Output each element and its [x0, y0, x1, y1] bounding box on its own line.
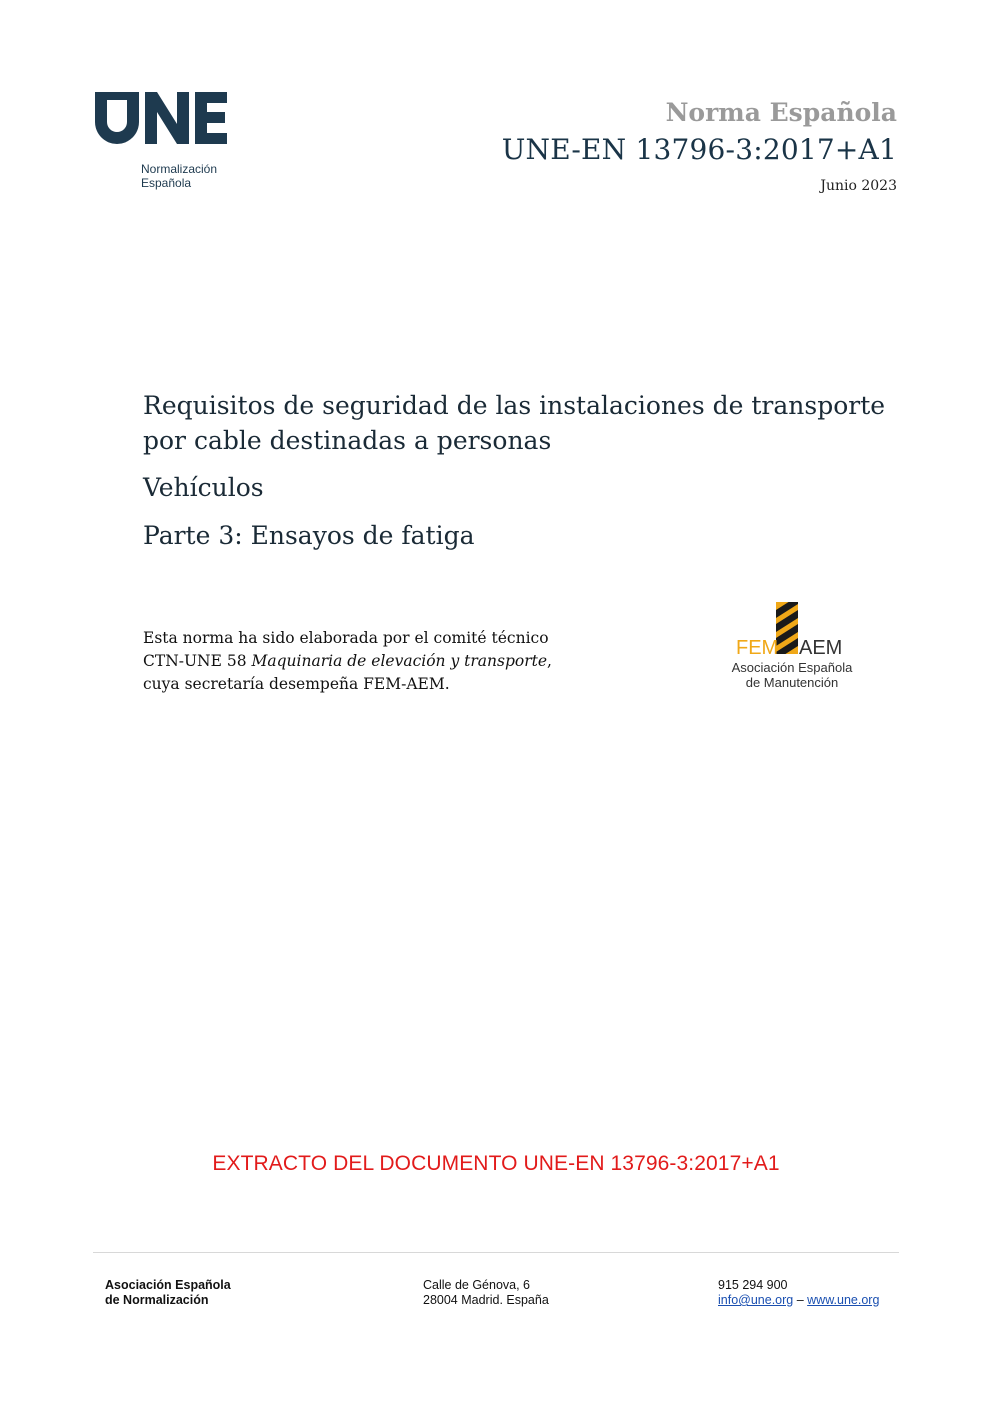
committee-line1: Esta norma ha sido elaborada por el comité técnico: [143, 629, 549, 647]
norma-label: Norma Española: [665, 98, 897, 127]
committee-line2: [143, 650, 552, 673]
title-block: [143, 388, 903, 552]
footer-phone: 915 294 900: [718, 1278, 788, 1292]
footer-org-line1: Asociación Española: [105, 1278, 231, 1292]
email-link[interactable]: info@une.org: [718, 1293, 794, 1307]
footer-organization: [105, 1278, 231, 1308]
title-main: Requisitos de seguridad de las instalaciones de transporte por cable destinadas a personas: [143, 391, 886, 455]
committee-id: CTN-UNE 58: [143, 652, 252, 670]
committee-note: [143, 627, 552, 696]
fem-text: FEM: [736, 637, 779, 659]
committee-line3: cuya secretaría desempeña FEM-AEM.: [143, 675, 450, 693]
committee-name: Maquinaria de elevación y transporte: [251, 652, 548, 670]
footer-address: [423, 1278, 549, 1308]
fem-caption-line2: de Manutención: [745, 675, 839, 690]
footer-address-line2: 28004 Madrid. España: [423, 1293, 549, 1307]
footer-address-line1: Calle de Génova, 6: [423, 1278, 531, 1292]
footer-org-line2: de Normalización: [105, 1293, 209, 1307]
title-part: Parte 3: Ensayos de fatiga: [143, 521, 475, 550]
une-subtitle-line1: Normalización: [141, 162, 218, 176]
fem-caption-line1: Asociación Española: [731, 660, 853, 675]
footer-divider: [93, 1252, 899, 1253]
footer-separator: –: [793, 1293, 808, 1307]
une-subtitle-line2: Española: [141, 176, 192, 190]
une-logo-subtitle: [141, 162, 217, 190]
une-logo-mark: [93, 90, 233, 146]
footer-links: [718, 1293, 879, 1308]
footer-contact: [718, 1278, 879, 1308]
norma-code: UNE-EN 13796-3:2017+A1: [501, 133, 897, 166]
norma-date: Junio 2023: [820, 178, 897, 194]
document-header: [502, 98, 897, 194]
aem-text: AEM: [799, 637, 843, 659]
title-sub: Vehículos: [143, 473, 264, 502]
website-link[interactable]: www.une.org: [807, 1293, 880, 1307]
committee-comma: ,: [547, 652, 552, 670]
extract-notice: EXTRACTO DEL DOCUMENTO UNE-EN 13796-3:2017+A1: [212, 1152, 780, 1175]
fem-aem-caption: [722, 660, 862, 690]
